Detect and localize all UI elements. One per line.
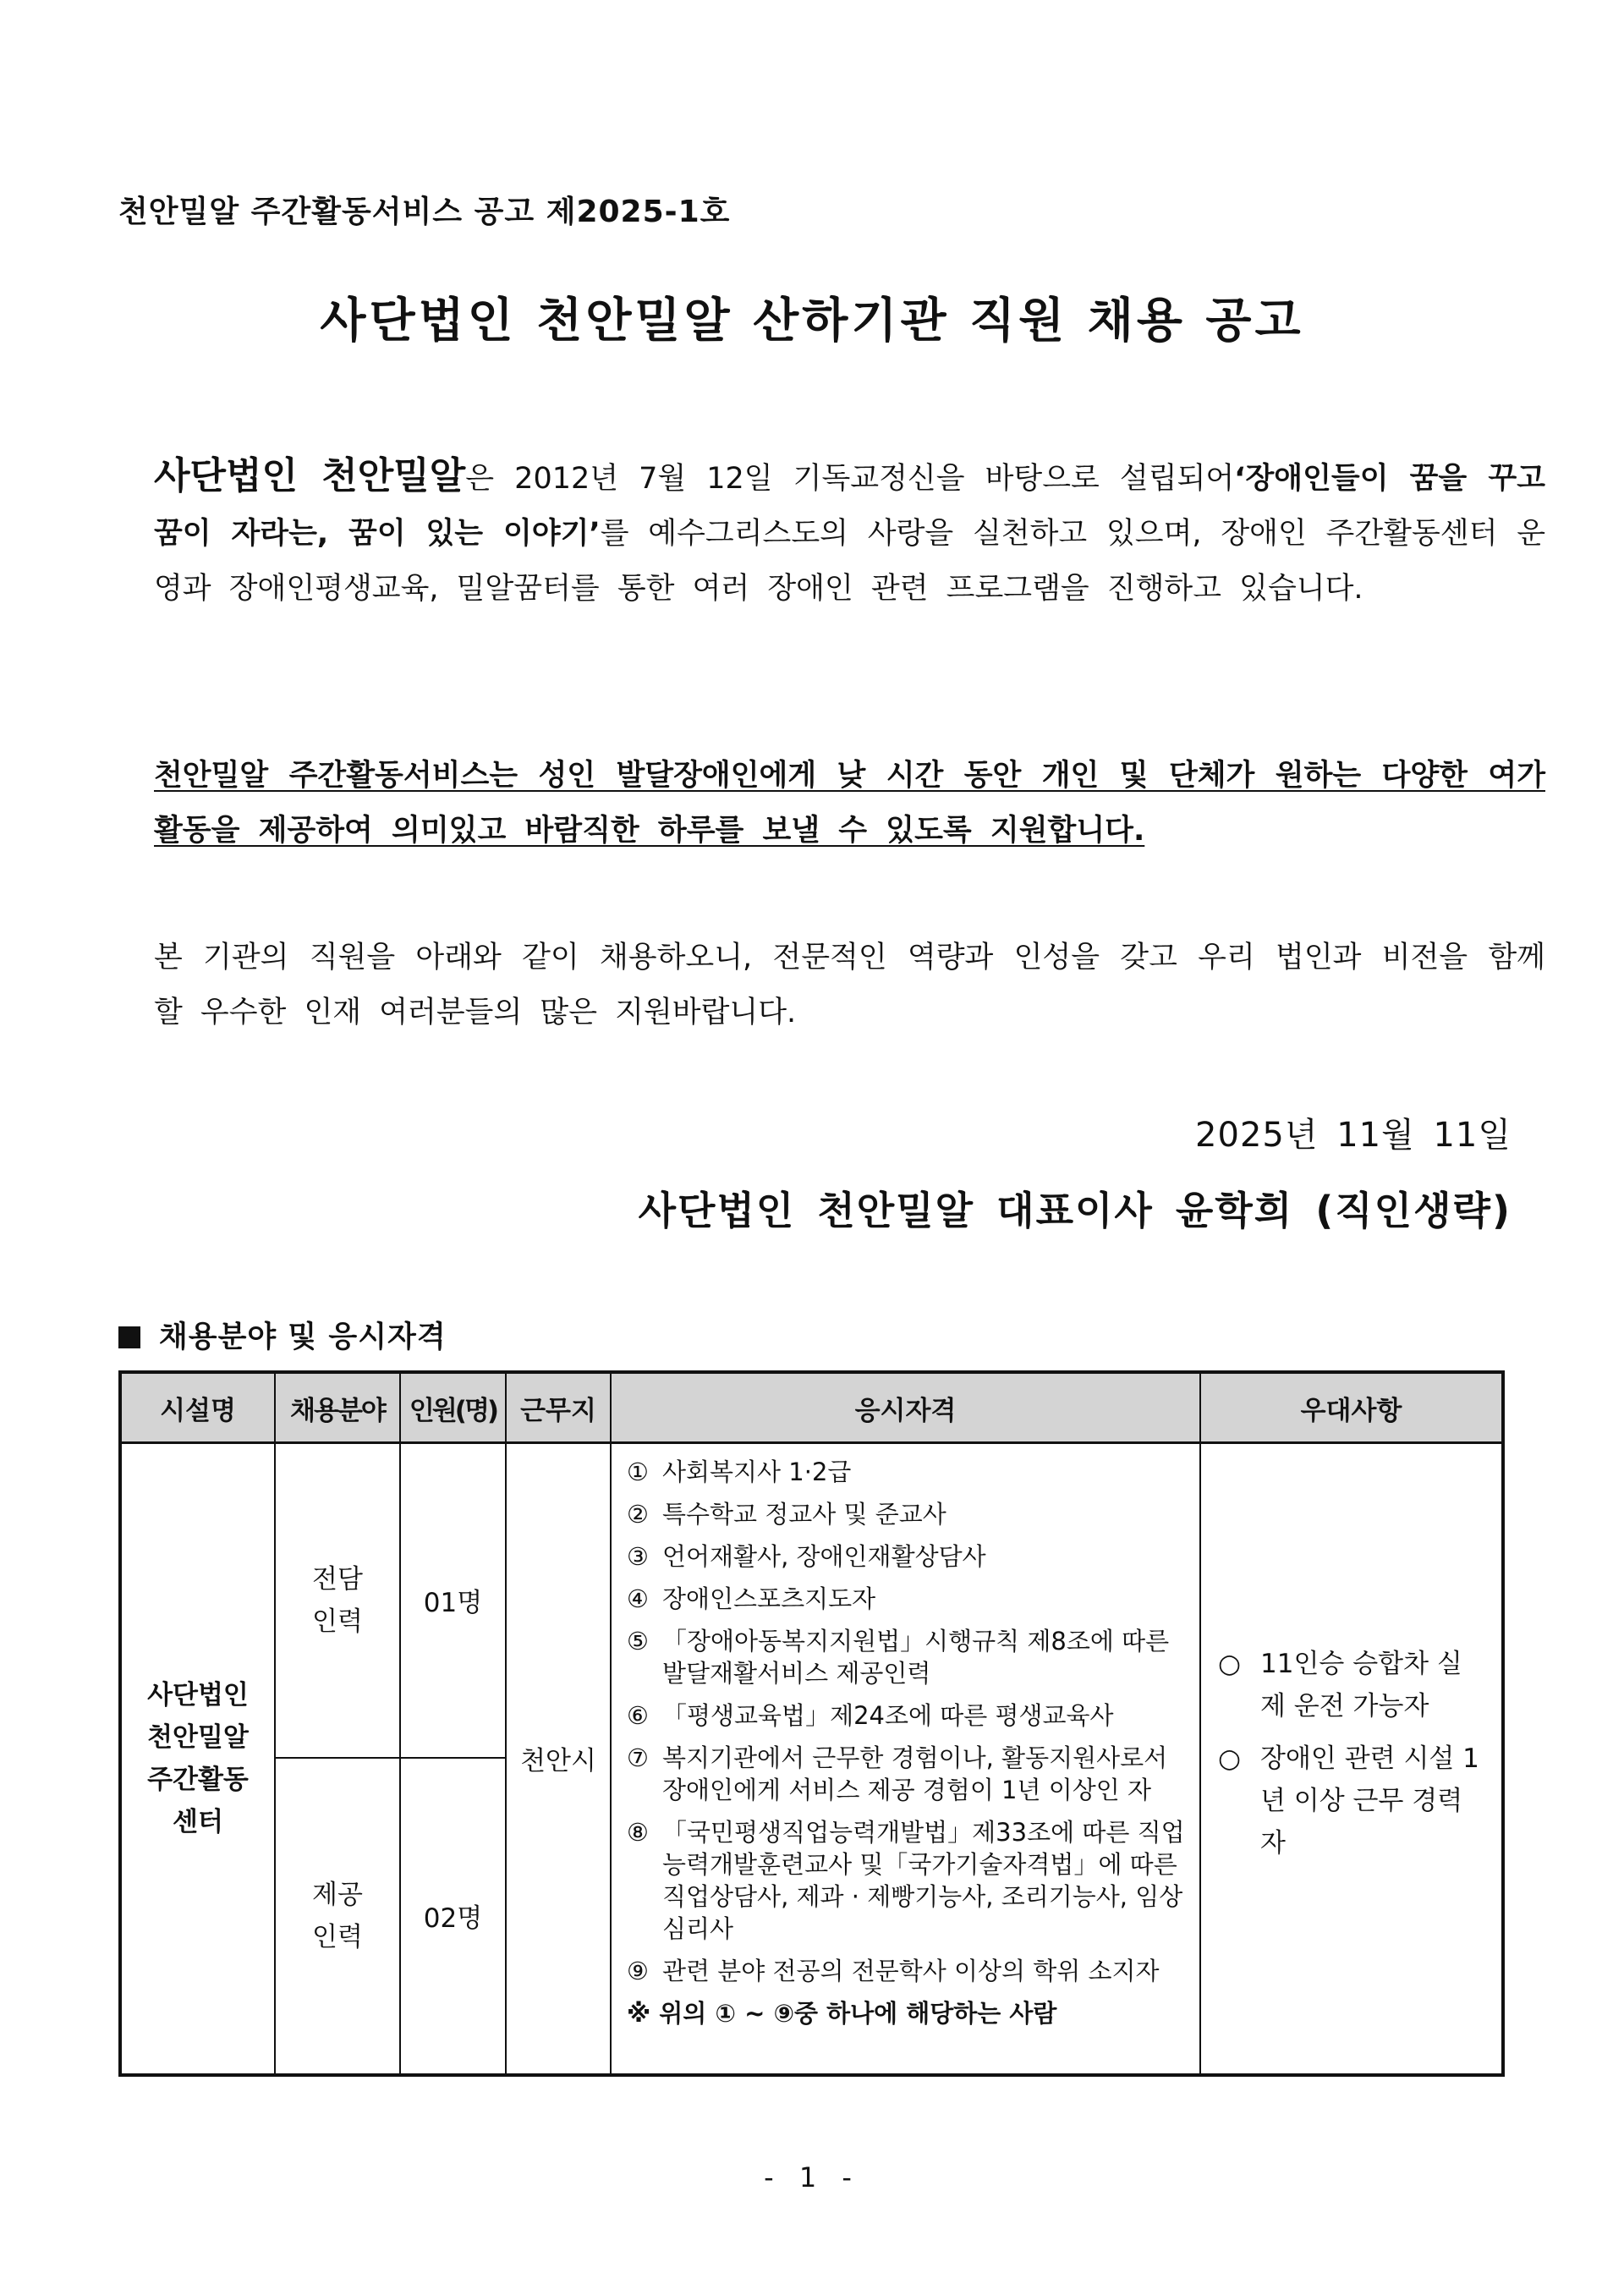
header-preferences: 우대사항 bbox=[1200, 1372, 1503, 1443]
location-cell: 천안시 bbox=[506, 1443, 611, 2075]
circle-bullet-icon: ○ bbox=[1218, 1648, 1242, 1679]
qualification-item: ⑥ 「평생교육법」제24조에 따른 평생교육사 bbox=[627, 1701, 1114, 1730]
qualification-item: ④ 장애인스포츠지도자 bbox=[627, 1584, 876, 1613]
facility-line: 센터 bbox=[173, 1806, 223, 1837]
invitation-paragraph: 본 기관의 직원을 아래와 같이 채용하오니, 전문적인 역량과 인성을 갖고 우리 법인과 비전을 함께 할 우수한 인재 여러분들의 많은 지원바랍니다. bbox=[154, 941, 1545, 1029]
section-heading-text: 채용분야 및 응시자격 bbox=[159, 1320, 447, 1354]
signer: 사단법인 천안밀알 대표이사 윤학희 (직인생략) bbox=[638, 1188, 1512, 1233]
facility-line: 사단법인 bbox=[147, 1679, 249, 1710]
qualification-item: ⑤ 「장애아동복지지원법」시행규칙 제8조에 따른 발달재활서비스 제공인력 bbox=[627, 1627, 1170, 1688]
table-header-row bbox=[120, 1372, 1503, 1443]
field-line: 인력 bbox=[312, 1921, 363, 1952]
field-line: 제공 bbox=[312, 1879, 363, 1910]
header-facility: 시설명 bbox=[120, 1372, 275, 1443]
table-row bbox=[120, 1443, 1503, 1758]
org-name: 사단법인 천안밀알 bbox=[154, 454, 466, 497]
notice-number: 천안밀알 주간활동서비스 공고 제2025-1호 bbox=[118, 195, 731, 229]
intro-paragraph bbox=[118, 448, 1545, 617]
intro-text-b: 를 예수그리스도의 사랑을 실천하고 있으며, 장애인 주간활동센터 운영과 장애인평생교육, 밀알꿈터를 통한 여러 장애인 관련 프로그램을 진행하고 있습니다. bbox=[154, 517, 1546, 606]
field-line: 인력 bbox=[312, 1606, 363, 1637]
field-cell bbox=[275, 1758, 400, 2075]
qualifications-cell bbox=[611, 1443, 1200, 2075]
preferences-cell bbox=[1200, 1443, 1503, 2075]
count-cell: 01명 bbox=[400, 1443, 506, 1758]
square-bullet-icon bbox=[118, 1326, 140, 1348]
recruitment-table bbox=[118, 1370, 1505, 2077]
header-location: 근무지 bbox=[506, 1372, 611, 1443]
field-cell bbox=[275, 1443, 400, 1758]
mission-statement: 천안밀알 주간활동서비스는 성인 발달장애인에게 낮 시간 동안 개인 및 단체가 원하는 다양한 여가활동을 제공하여 의미있고 바람직한 하루를 보낼 수 있도록 지원합니다. bbox=[154, 759, 1545, 848]
qualification-item: ① 사회복지사 1·2급 bbox=[627, 1458, 852, 1486]
preference-item: ○ 장애인 관련 시설 1년 이상 근무 경력자 bbox=[1218, 1738, 1484, 1864]
header-qualifications: 응시자격 bbox=[611, 1372, 1200, 1443]
field-line: 전담 bbox=[312, 1563, 363, 1595]
notice-date: 2025년 11월 11일 bbox=[1195, 1116, 1512, 1155]
header-field: 채용분야 bbox=[275, 1372, 400, 1443]
facility-line: 천안밀알 bbox=[147, 1721, 249, 1753]
section-heading bbox=[118, 1314, 447, 1356]
qualification-item: ③ 언어재활사, 장애인재활상담사 bbox=[627, 1542, 986, 1571]
qualification-item: ⑧ 「국민평생직업능력개발법」제33조에 따른 직업능력개발훈련교사 및「국가기술자격법」에 따른 직업상담사, 제과 · 제빵기능사, 조리기능사, 임상심리사 bbox=[627, 1818, 1185, 1943]
preference-item: ○ 11인승 승합차 실제 운전 가능자 bbox=[1218, 1643, 1484, 1727]
slogan: ‘장애인들이 꿈을 꾸고 꿈이 자라는, 꿈이 있는 이야기’ bbox=[154, 462, 1545, 551]
qualification-item: ② 특수학교 정교사 및 준교사 bbox=[627, 1500, 946, 1529]
facility-cell bbox=[120, 1443, 275, 2075]
page-title: 사단법인 천안밀알 산하기관 직원 채용 공고 bbox=[320, 294, 1304, 349]
count-cell: 02명 bbox=[400, 1758, 506, 2075]
intro-text-a: 은 2012년 7월 12일 기독교정신을 바탕으로 설립되어 bbox=[465, 462, 1235, 496]
header-count: 인원(명) bbox=[400, 1372, 506, 1443]
circle-bullet-icon: ○ bbox=[1218, 1743, 1242, 1774]
qualification-item: ⑨ 관련 분야 전공의 전문학사 이상의 학위 소지자 bbox=[627, 1957, 1160, 1985]
facility-line: 주간활동 bbox=[147, 1764, 249, 1795]
qualification-item: ⑦ 복지기관에서 근무한 경험이나, 활동지원사로서 장애인에게 서비스 제공 경험이 1년 이상인 자 bbox=[627, 1743, 1168, 1804]
page-number: - 1 - bbox=[764, 2161, 860, 2193]
qualification-note: ※ 위의 ① ~ ⑨중 하나에 해당하는 사람 bbox=[627, 1999, 1057, 2028]
